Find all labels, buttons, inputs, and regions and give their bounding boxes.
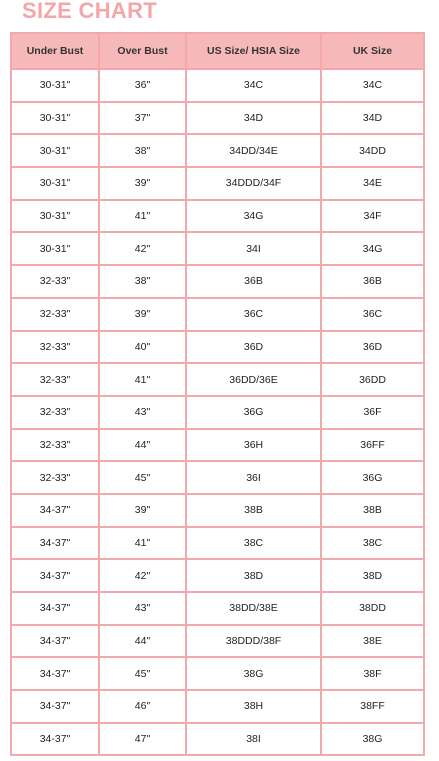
cell-under-bust: 32-33" [11,363,99,396]
cell-uk-size: 38D [321,559,424,592]
cell-over-bust: 43" [99,396,186,429]
cell-under-bust: 30-31" [11,69,99,102]
cell-uk-size: 34F [321,200,424,233]
cell-under-bust: 32-33" [11,265,99,298]
cell-over-bust: 37" [99,102,186,135]
cell-under-bust: 34-37" [11,592,99,625]
cell-uk-size: 38B [321,494,424,527]
cell-under-bust: 30-31" [11,134,99,167]
table-body [11,69,424,755]
cell-over-bust: 38" [99,134,186,167]
cell-under-bust: 32-33" [11,298,99,331]
cell-under-bust: 34-37" [11,494,99,527]
cell-over-bust: 45" [99,657,186,690]
cell-uk-size: 36F [321,396,424,429]
cell-us-size: 38DD/38E [186,592,321,625]
header-row [11,33,424,69]
cell-under-bust: 34-37" [11,625,99,658]
cell-us-size: 36C [186,298,321,331]
cell-under-bust: 34-37" [11,723,99,756]
cell-over-bust: 39" [99,494,186,527]
cell-uk-size: 36DD [321,363,424,396]
cell-under-bust: 32-33" [11,396,99,429]
table-row [11,527,424,560]
cell-under-bust: 32-33" [11,429,99,462]
size-chart-table [10,32,425,756]
cell-uk-size: 38G [321,723,424,756]
cell-us-size: 38G [186,657,321,690]
table-row [11,559,424,592]
cell-uk-size: 36B [321,265,424,298]
table-row [11,429,424,462]
page-title: SIZE CHART [22,0,157,23]
cell-uk-size: 38FF [321,690,424,723]
table-row [11,723,424,756]
table-row [11,134,424,167]
cell-us-size: 36I [186,461,321,494]
cell-uk-size: 34G [321,232,424,265]
table-row [11,363,424,396]
cell-under-bust: 34-37" [11,657,99,690]
cell-over-bust: 41" [99,200,186,233]
cell-us-size: 36DD/36E [186,363,321,396]
cell-under-bust: 30-31" [11,167,99,200]
cell-uk-size: 36G [321,461,424,494]
cell-us-size: 38D [186,559,321,592]
cell-over-bust: 39" [99,298,186,331]
cell-us-size: 34DDD/34F [186,167,321,200]
table-row [11,396,424,429]
cell-over-bust: 46" [99,690,186,723]
cell-us-size: 36B [186,265,321,298]
cell-us-size: 34D [186,102,321,135]
cell-over-bust: 41" [99,527,186,560]
table-row [11,461,424,494]
cell-uk-size: 34DD [321,134,424,167]
cell-over-bust: 39" [99,167,186,200]
table-row [11,102,424,135]
cell-uk-size: 36FF [321,429,424,462]
table-row [11,331,424,364]
cell-uk-size: 34D [321,102,424,135]
cell-us-size: 34C [186,69,321,102]
cell-over-bust: 42" [99,232,186,265]
cell-over-bust: 44" [99,625,186,658]
cell-uk-size: 34C [321,69,424,102]
cell-under-bust: 30-31" [11,232,99,265]
header-us-size: US Size/ HSIA Size [186,33,321,69]
cell-under-bust: 34-37" [11,559,99,592]
cell-over-bust: 38" [99,265,186,298]
cell-us-size: 38DDD/38F [186,625,321,658]
cell-uk-size: 34E [321,167,424,200]
cell-over-bust: 42" [99,559,186,592]
cell-over-bust: 43" [99,592,186,625]
cell-over-bust: 36" [99,69,186,102]
cell-under-bust: 30-31" [11,102,99,135]
cell-uk-size: 38F [321,657,424,690]
cell-under-bust: 32-33" [11,461,99,494]
cell-uk-size: 36D [321,331,424,364]
cell-uk-size: 38C [321,527,424,560]
cell-us-size: 36H [186,429,321,462]
cell-under-bust: 32-33" [11,331,99,364]
cell-uk-size: 38DD [321,592,424,625]
header-under-bust: Under Bust [11,33,99,69]
cell-us-size: 38B [186,494,321,527]
header-over-bust: Over Bust [99,33,186,69]
cell-over-bust: 45" [99,461,186,494]
table-row [11,200,424,233]
cell-us-size: 38H [186,690,321,723]
cell-us-size: 38I [186,723,321,756]
table-row [11,232,424,265]
cell-over-bust: 40" [99,331,186,364]
cell-over-bust: 41" [99,363,186,396]
cell-us-size: 34DD/34E [186,134,321,167]
table-row [11,592,424,625]
cell-under-bust: 34-37" [11,690,99,723]
table-row [11,167,424,200]
cell-us-size: 38C [186,527,321,560]
cell-over-bust: 47" [99,723,186,756]
cell-us-size: 36D [186,331,321,364]
table-row [11,494,424,527]
table-row [11,69,424,102]
cell-uk-size: 38E [321,625,424,658]
table-row [11,298,424,331]
cell-uk-size: 36C [321,298,424,331]
table-row [11,625,424,658]
table-header [11,33,424,69]
header-uk-size: UK Size [321,33,424,69]
cell-us-size: 34I [186,232,321,265]
cell-us-size: 36G [186,396,321,429]
table-row [11,265,424,298]
cell-under-bust: 30-31" [11,200,99,233]
cell-us-size: 34G [186,200,321,233]
cell-under-bust: 34-37" [11,527,99,560]
cell-over-bust: 44" [99,429,186,462]
table-row [11,657,424,690]
table-row [11,690,424,723]
